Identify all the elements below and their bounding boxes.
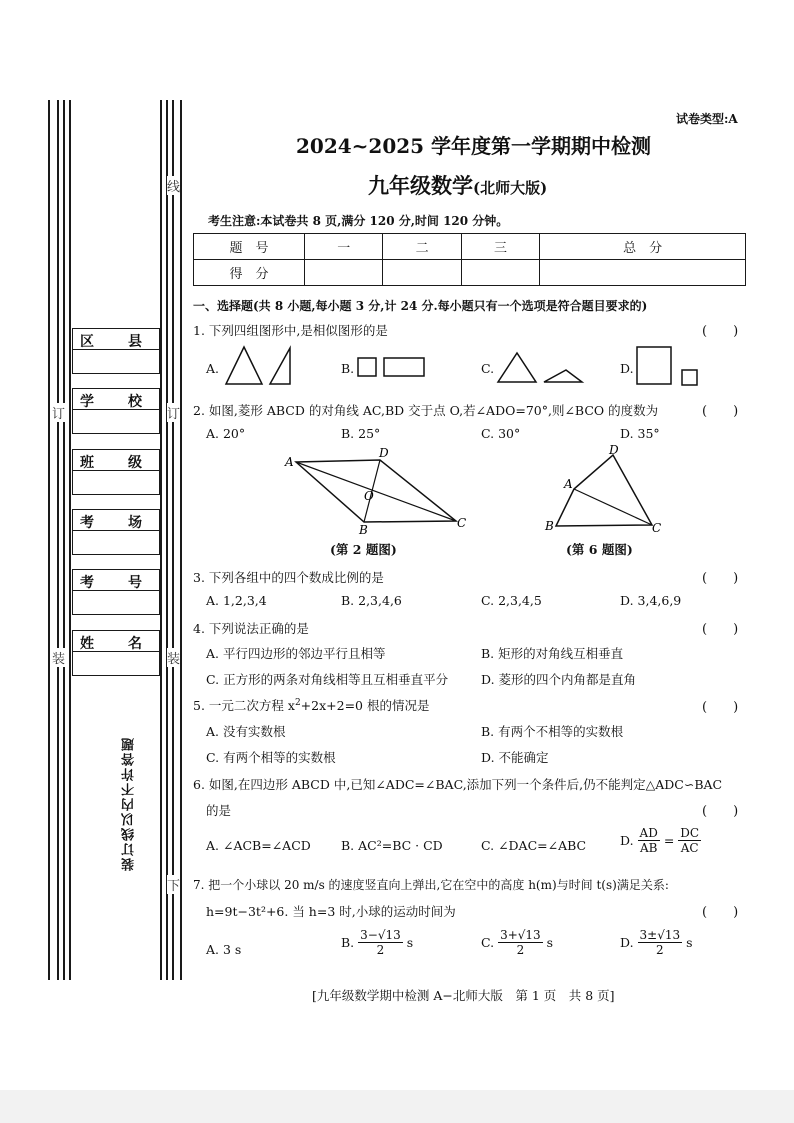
diagonal-ac: [574, 489, 652, 525]
fraction: $\frac{3+√13}{2}$: [500, 928, 541, 957]
q1-c-triangle-1: [498, 353, 536, 382]
figure-q2-rhombus: [280, 445, 480, 540]
point-label-d: D: [379, 446, 389, 460]
q4-option-d[interactable]: D. 菱形的四个内角都是直角: [481, 672, 637, 687]
field-district[interactable]: 区 县: [72, 328, 160, 374]
q1-figures: [0, 0, 794, 400]
point-label-a: A: [564, 477, 573, 491]
q1-option-c[interactable]: C.: [481, 361, 495, 376]
field-exam-room[interactable]: 考 场: [72, 509, 160, 555]
section-heading: 一、选择题(共 8 小题,每小题 3 分,计 24 分.每小题只有一个选项是符合题目要求的): [193, 299, 648, 313]
figure-q6-quadrilateral: [540, 445, 670, 540]
fraction-ad-ab: $\frac{AD}{AB}$: [639, 826, 658, 855]
q1-a-triangle-2: [270, 348, 290, 384]
question-4: 4. 下列说法正确的是: [193, 621, 309, 636]
binding-char: 装: [52, 648, 65, 667]
score-label-cell: 得 分: [194, 260, 305, 286]
field-school[interactable]: 学 校: [72, 388, 160, 434]
q3-option-d[interactable]: D. 3,4,6,9: [620, 593, 682, 608]
q1-option-b[interactable]: B.: [341, 361, 355, 376]
caption-q6: (第 6 题图): [566, 542, 633, 557]
field-name[interactable]: 姓 名: [72, 630, 160, 676]
q7-option-b[interactable]: B. $\frac{3-√13}{2}$ s: [341, 928, 414, 957]
q6-option-b[interactable]: B. AC²=BC · CD: [341, 838, 443, 853]
answer-blank[interactable]: ( ): [702, 404, 739, 419]
q6-option-d[interactable]: D. $\frac{AD}{AB}$ = $\frac{DC}{AC}$: [620, 826, 700, 855]
binding-char: 订: [52, 403, 65, 422]
question-1: 1. 下列四组图形中,是相似图形的是: [193, 323, 388, 338]
point-label-b: B: [359, 523, 368, 537]
point-label-a: A: [285, 455, 294, 469]
q5-stem-start: 5. 一元二次方程 x: [193, 698, 295, 713]
q2-option-b[interactable]: B. 25°: [341, 426, 381, 441]
q1-b-square: [358, 358, 376, 376]
score-header-cell: 总 分: [540, 234, 746, 260]
q7-option-c[interactable]: C. $\frac{3+√13}{2}$ s: [481, 928, 554, 957]
score-header-cell: 二: [383, 234, 461, 260]
binding-char: 订: [167, 403, 180, 422]
q5-option-b[interactable]: B. 有两个不相等的实数根: [481, 724, 624, 739]
diagonal-ac: [296, 462, 456, 521]
q4-option-a[interactable]: A. 平行四边形的邻边平行且相等: [206, 646, 386, 661]
fraction: $\frac{3\pm√13}{2}$: [639, 928, 681, 957]
q6-option-c[interactable]: C. ∠DAC=∠ABC: [481, 838, 587, 853]
binding-char: 装: [167, 648, 180, 667]
point-label-o: O: [364, 489, 374, 503]
q3-option-c[interactable]: C. 2,3,4,5: [481, 593, 542, 608]
q3-option-a[interactable]: A. 1,2,3,4: [206, 593, 267, 608]
binding-note: 装订线以内不许答题: [122, 736, 137, 871]
question-6: 6. 如图,在四边形 ABCD 中,已知∠ADC=∠BAC,添加下列一个条件后,仍不能判定△ADC∽BAC: [193, 777, 723, 792]
point-label-b: B: [545, 519, 554, 533]
q7-option-d[interactable]: D. $\frac{3\pm√13}{2}$ s: [620, 928, 693, 957]
q5-stem-end: +2x+2=0 根的情况是: [300, 698, 430, 713]
question-5: [193, 696, 429, 714]
field-exam-number[interactable]: 考 号: [72, 569, 160, 615]
answer-blank[interactable]: ( ): [702, 804, 739, 819]
answer-blank[interactable]: ( ): [702, 324, 739, 339]
answer-blank[interactable]: ( ): [702, 905, 739, 920]
q7-option-a[interactable]: A. 3 s: [206, 942, 242, 957]
q2-option-c[interactable]: C. 30°: [481, 426, 521, 441]
binding-char: 线: [167, 176, 180, 195]
page-footer: [九年级数学期中检测 A−北师大版 第 1 页 共 8 页]: [312, 988, 615, 1003]
point-label-d: D: [609, 445, 619, 457]
score-header-cell: 题 号: [194, 234, 305, 260]
score-header-cell: 三: [461, 234, 539, 260]
q1-option-d[interactable]: D.: [620, 361, 634, 376]
exam-title: 2024~2025 学年度第一学期期中检测: [296, 134, 652, 158]
question-7: 7. 把一个小球以 20 m/s 的速度竖直向上弹出,它在空中的高度 h(m)与时间 t(s)满足关系:: [193, 878, 669, 892]
fraction-dc-ac: $\frac{DC}{AC}$: [680, 826, 700, 855]
q1-c-triangle-2: [544, 370, 582, 382]
caption-q2: (第 2 题图): [330, 542, 397, 557]
binding-char: 下: [167, 875, 180, 894]
exam-type: 试卷类型:A: [676, 112, 738, 126]
exam-notice: 考生注意:本试卷共 8 页,满分 120 分,时间 120 分钟。: [208, 214, 509, 228]
edition: (北师大版): [473, 179, 548, 197]
fraction: $\frac{3-√13}{2}$: [360, 928, 401, 957]
question-6-cont: 的是: [206, 803, 232, 818]
q6-d-prefix: D.: [620, 833, 634, 848]
q2-option-a[interactable]: A. 20°: [206, 426, 246, 441]
score-header-cell: 一: [305, 234, 383, 260]
q1-d-square-large: [637, 347, 671, 384]
q1-d-square-small: [682, 370, 697, 385]
q1-option-a[interactable]: A.: [206, 361, 220, 376]
q5-exponent: 2: [294, 697, 301, 708]
q6-option-a[interactable]: A. ∠ACB=∠ACD: [206, 838, 311, 853]
answer-blank[interactable]: ( ): [702, 700, 739, 715]
q5-option-a[interactable]: A. 没有实数根: [206, 724, 286, 739]
subject-title: 九年级数学: [368, 173, 473, 198]
point-label-c: C: [652, 521, 662, 535]
answer-blank[interactable]: ( ): [702, 571, 739, 586]
q2-option-d[interactable]: D. 35°: [620, 426, 660, 441]
point-label-c: C: [457, 516, 467, 530]
question-3: 3. 下列各组中的四个数成比例的是: [193, 570, 384, 585]
q4-option-c[interactable]: C. 正方形的两条对角线相等且互相垂直平分: [206, 672, 449, 687]
field-class[interactable]: 班 级: [72, 449, 160, 495]
q4-option-b[interactable]: B. 矩形的对角线互相垂直: [481, 646, 624, 661]
question-7-cont: h=9t−3t²+6. 当 h=3 时,小球的运动时间为: [206, 904, 456, 919]
q5-option-d[interactable]: D. 不能确定: [481, 750, 549, 765]
question-2: 2. 如图,菱形 ABCD 的对角线 AC,BD 交于点 O,若∠ADO=70°,则∠BCO 的度数为: [193, 403, 659, 418]
q3-option-b[interactable]: B. 2,3,4,6: [341, 593, 402, 608]
q1-a-triangle-1: [226, 347, 262, 384]
q1-b-rectangle: [384, 358, 424, 376]
q5-option-c[interactable]: C. 有两个相等的实数根: [206, 750, 336, 765]
answer-blank[interactable]: ( ): [702, 622, 739, 637]
